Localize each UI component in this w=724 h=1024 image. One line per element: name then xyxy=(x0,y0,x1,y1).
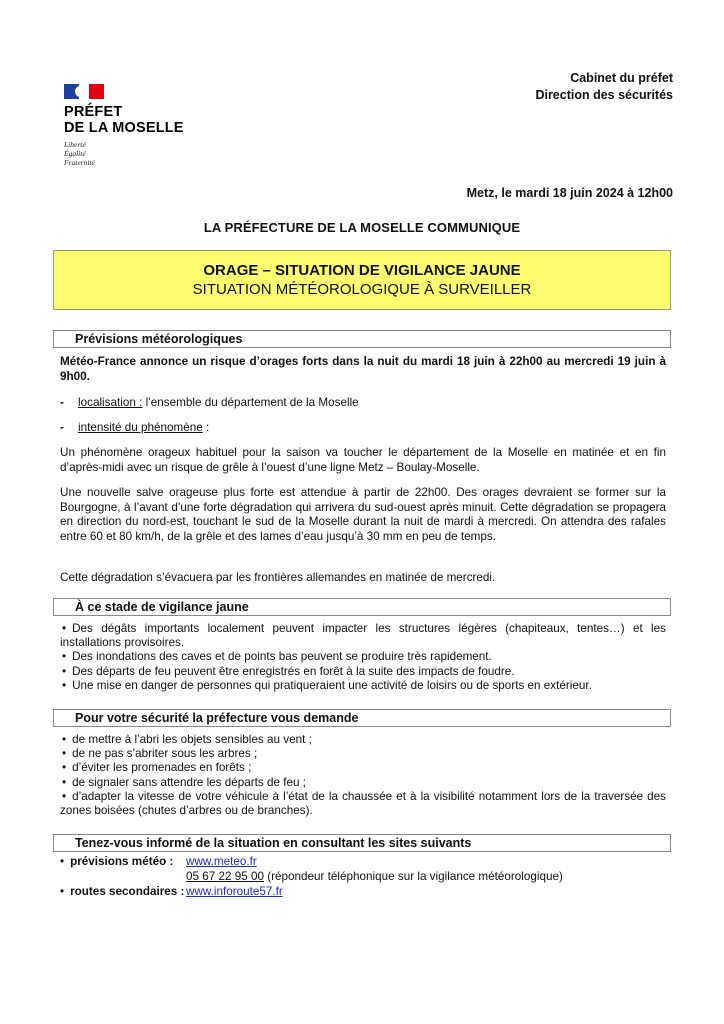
list-item: • de signaler sans attendre les départs de feu ; xyxy=(60,776,666,790)
logo-title-line2: DE LA MOSELLE xyxy=(64,120,184,136)
phone-note: (répondeur téléphonique sur la vigilance météorologique) xyxy=(264,870,563,883)
meteo-link[interactable]: www.meteo.fr xyxy=(186,855,257,868)
vigilance-alert-box xyxy=(53,250,671,310)
inforoute-link[interactable]: www.inforoute57.fr xyxy=(186,885,283,898)
phone-number: 05 67 22 95 00 xyxy=(186,870,264,883)
phone-row xyxy=(58,869,563,884)
section-info-heading: Tenez-vous informé de la situation en consultant les sites suivants xyxy=(53,834,671,852)
forecast-paragraph-1: Un phénomène orageux habituel pour la saison va toucher le département de la Moselle en matinée et en fin d’après-midi avec un risque de grêle à l’ouest d’une ligne Metz – Boulay-Moselle. xyxy=(60,446,666,474)
issuing-office xyxy=(535,70,673,104)
list-item: • d’éviter les promenades en forêts ; xyxy=(60,761,666,775)
alert-title: ORAGE – SITUATION DE VIGILANCE JAUNE xyxy=(203,262,521,279)
republic-motto xyxy=(64,140,184,167)
forecast-paragraph-2: Une nouvelle salve orageuse plus forte est attendue à partir de 22h00. Des orages devraient se former sur la Bourgogne, à l’avant d’une forte dégradation qui arrivera du sud-ouest après minuit. Cette dégradation se propagera en direction du nord-est, touchant le sud de la Moselle durant la nuit de mardi à mercredi. On attendra des rafales entre 60 et 80 km/h, de la grêle et des lames d’eau jusqu’à 30 mm en peu de temps. xyxy=(60,486,666,543)
marianne-flag-icon xyxy=(64,84,104,99)
safety-list xyxy=(60,733,666,818)
motto-fraternite: Fraternité xyxy=(64,158,95,167)
date-line: Metz, le mardi 18 juin 2024 à 12h00 xyxy=(466,186,673,200)
roads-label: • routes secondaires : xyxy=(58,884,186,899)
communique-heading: LA PRÉFECTURE DE LA MOSELLE COMMUNIQUE xyxy=(203,220,521,235)
office-line2: Direction des sécurités xyxy=(535,88,673,102)
motto-egalite: Égalité xyxy=(64,149,86,158)
section-safety-heading: Pour votre sécurité la préfecture vous demande xyxy=(53,709,671,727)
forecast-item-intensity: - intensité du phénomène : xyxy=(60,421,210,434)
weather-label: • prévisions météo : xyxy=(58,854,186,869)
roads-row xyxy=(58,884,563,899)
weather-row xyxy=(58,854,563,869)
info-links xyxy=(58,854,563,899)
list-item: • Une mise en danger de personnes qui pratiqueraient une activité de loisirs ou de sports en extérieur. xyxy=(60,679,666,693)
list-item: • de ne pas s’abriter sous les arbres ; xyxy=(60,747,666,761)
motto-liberte: Liberté xyxy=(64,140,86,149)
list-item: • Des inondations des caves et de points bas peuvent se produire très rapidement. xyxy=(60,650,666,664)
list-item: • Des dégâts importants localement peuvent impacter les structures légères (chapiteaux, tentes…) et les installations provisoires. xyxy=(60,622,666,650)
forecast-paragraph-3: Cette dégradation s’évacuera par les frontières allemandes en matinée de mercredi. xyxy=(60,571,496,584)
forecast-item-location: - localisation : l’ensemble du département de la Moselle xyxy=(60,396,359,409)
section-vigilance-heading: À ce stade de vigilance jaune xyxy=(53,598,671,616)
prefecture-logo xyxy=(64,84,184,167)
vigilance-list xyxy=(60,622,666,693)
alert-subtitle: SITUATION MÉTÉOROLOGIQUE À SURVEILLER xyxy=(192,281,532,298)
list-item: • d’adapter la vitesse de votre véhicule à l’état de la chaussée et à la visibilité notamment lors de la traversée des zones boisées (chutes d’arbres ou de branches). xyxy=(60,790,666,818)
office-line1: Cabinet du préfet xyxy=(570,71,673,85)
forecast-intro: Météo-France annonce un risque d’orages forts dans la nuit du mardi 18 juin à 22h00 au mercredi 19 juin à 9h00. xyxy=(60,355,666,383)
list-item: • de mettre à l’abri les objets sensibles au vent ; xyxy=(60,733,666,747)
section-forecast-heading: Prévisions météorologiques xyxy=(53,330,671,348)
logo-title-line1: PRÉFET xyxy=(64,104,123,120)
list-item: • Des départs de feu peuvent être enregistrés en forêt à la suite des impacts de foudre. xyxy=(60,665,666,679)
